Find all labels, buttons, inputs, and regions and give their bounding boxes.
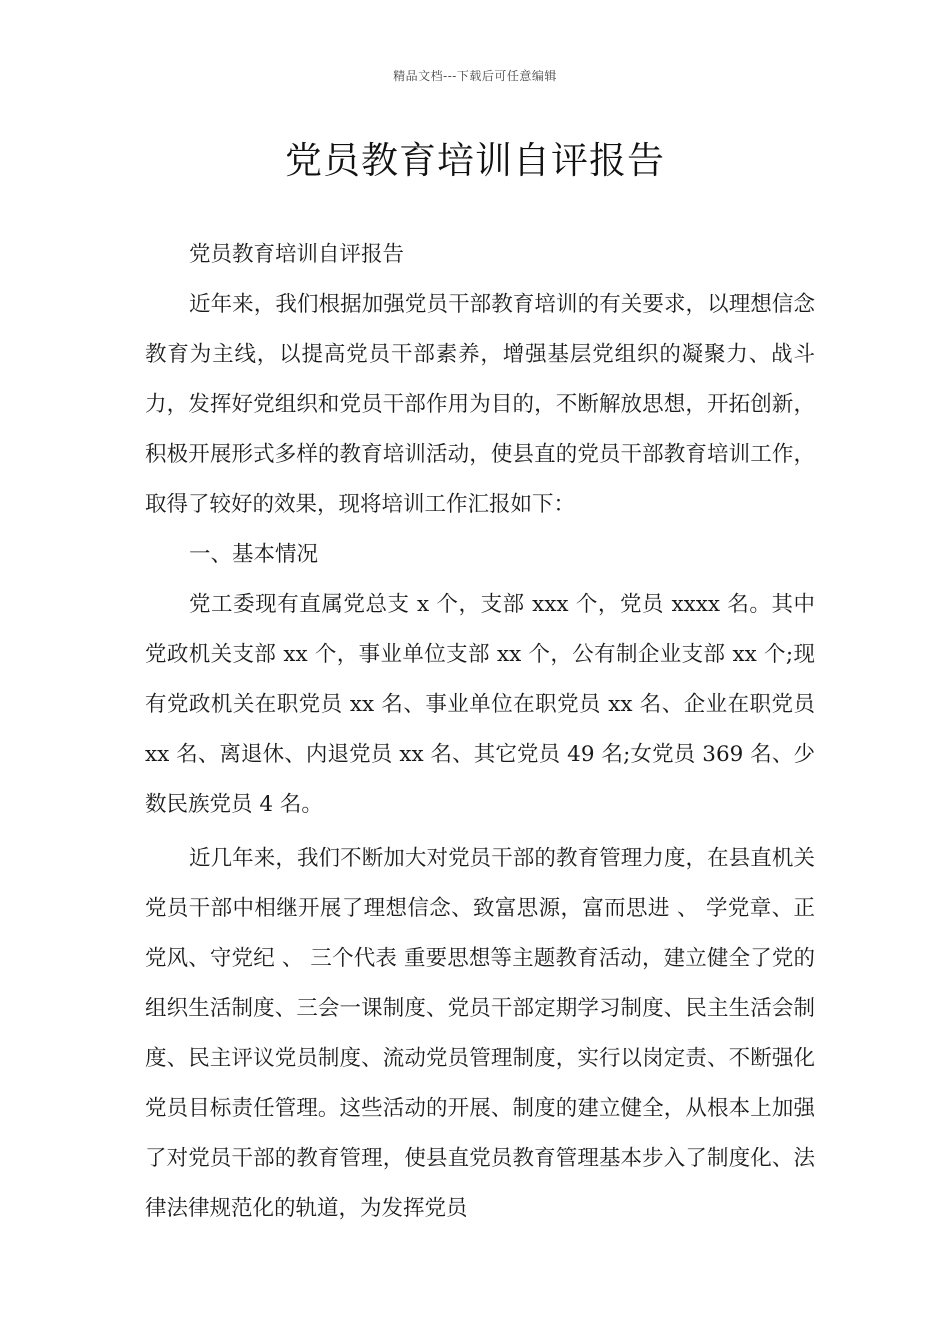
paragraph-statistics: 党工委现有直属党总支 x 个，支部 xxx 个，党员 xxxx 名。其中党政机关支部 xx 个，事业单位支部 xx 个，公有制企业支部 xx 个;现有党政机关在职党员 xx 名、事业单位在职党员 xx 名、企业在职党员 xx 名、离退休、内退党员 xx 名、其它党员 49 名;女党员 369 名、少数民族党员 4 名。	[145, 592, 815, 817]
paragraph-education-management: 近几年来，我们不断加大对党员干部的教育管理力度，在县直机关党员干部中相继开展了理想信念、致富思源，富而思进 、 学党章、正党风、守党纪 、 三个代表 重要思想等主题教育活动，建立健全了党的组织生活制度、三会一课制度、党员干部定期学习制度、民主生活会制度、民主评议党员制度、流动党员管理制度，实行以岗定责、不断强化党员目标责任管理。这些活动的开展、制度的建立健全，从根本上加强了对党员干部的教育管理，使县直党员教育管理基本步入了制度化、法律法律规范化的轨道，为发挥党员	[145, 846, 815, 1221]
document-body	[145, 230, 815, 1234]
document-title: 党员教育培训自评报告	[285, 139, 665, 182]
header-note: 精品文档---下载后可任意编辑	[393, 69, 557, 83]
section-heading-basic-situation: 一、基本情况	[189, 542, 319, 567]
paragraph-subtitle: 党员教育培训自评报告	[189, 242, 405, 267]
paragraph-intro: 近年来，我们根据加强党员干部教育培训的有关要求，以理想信念教育为主线，以提高党员干部素养，增强基层党组织的凝聚力、战斗力，发挥好党组织和党员干部作用为目的，不断解放思想，开拓创新，积极开展形式多样的教育培训活动，使县直的党员干部教育培训工作，取得了较好的效果，现将培训工作汇报如下：	[145, 292, 815, 517]
